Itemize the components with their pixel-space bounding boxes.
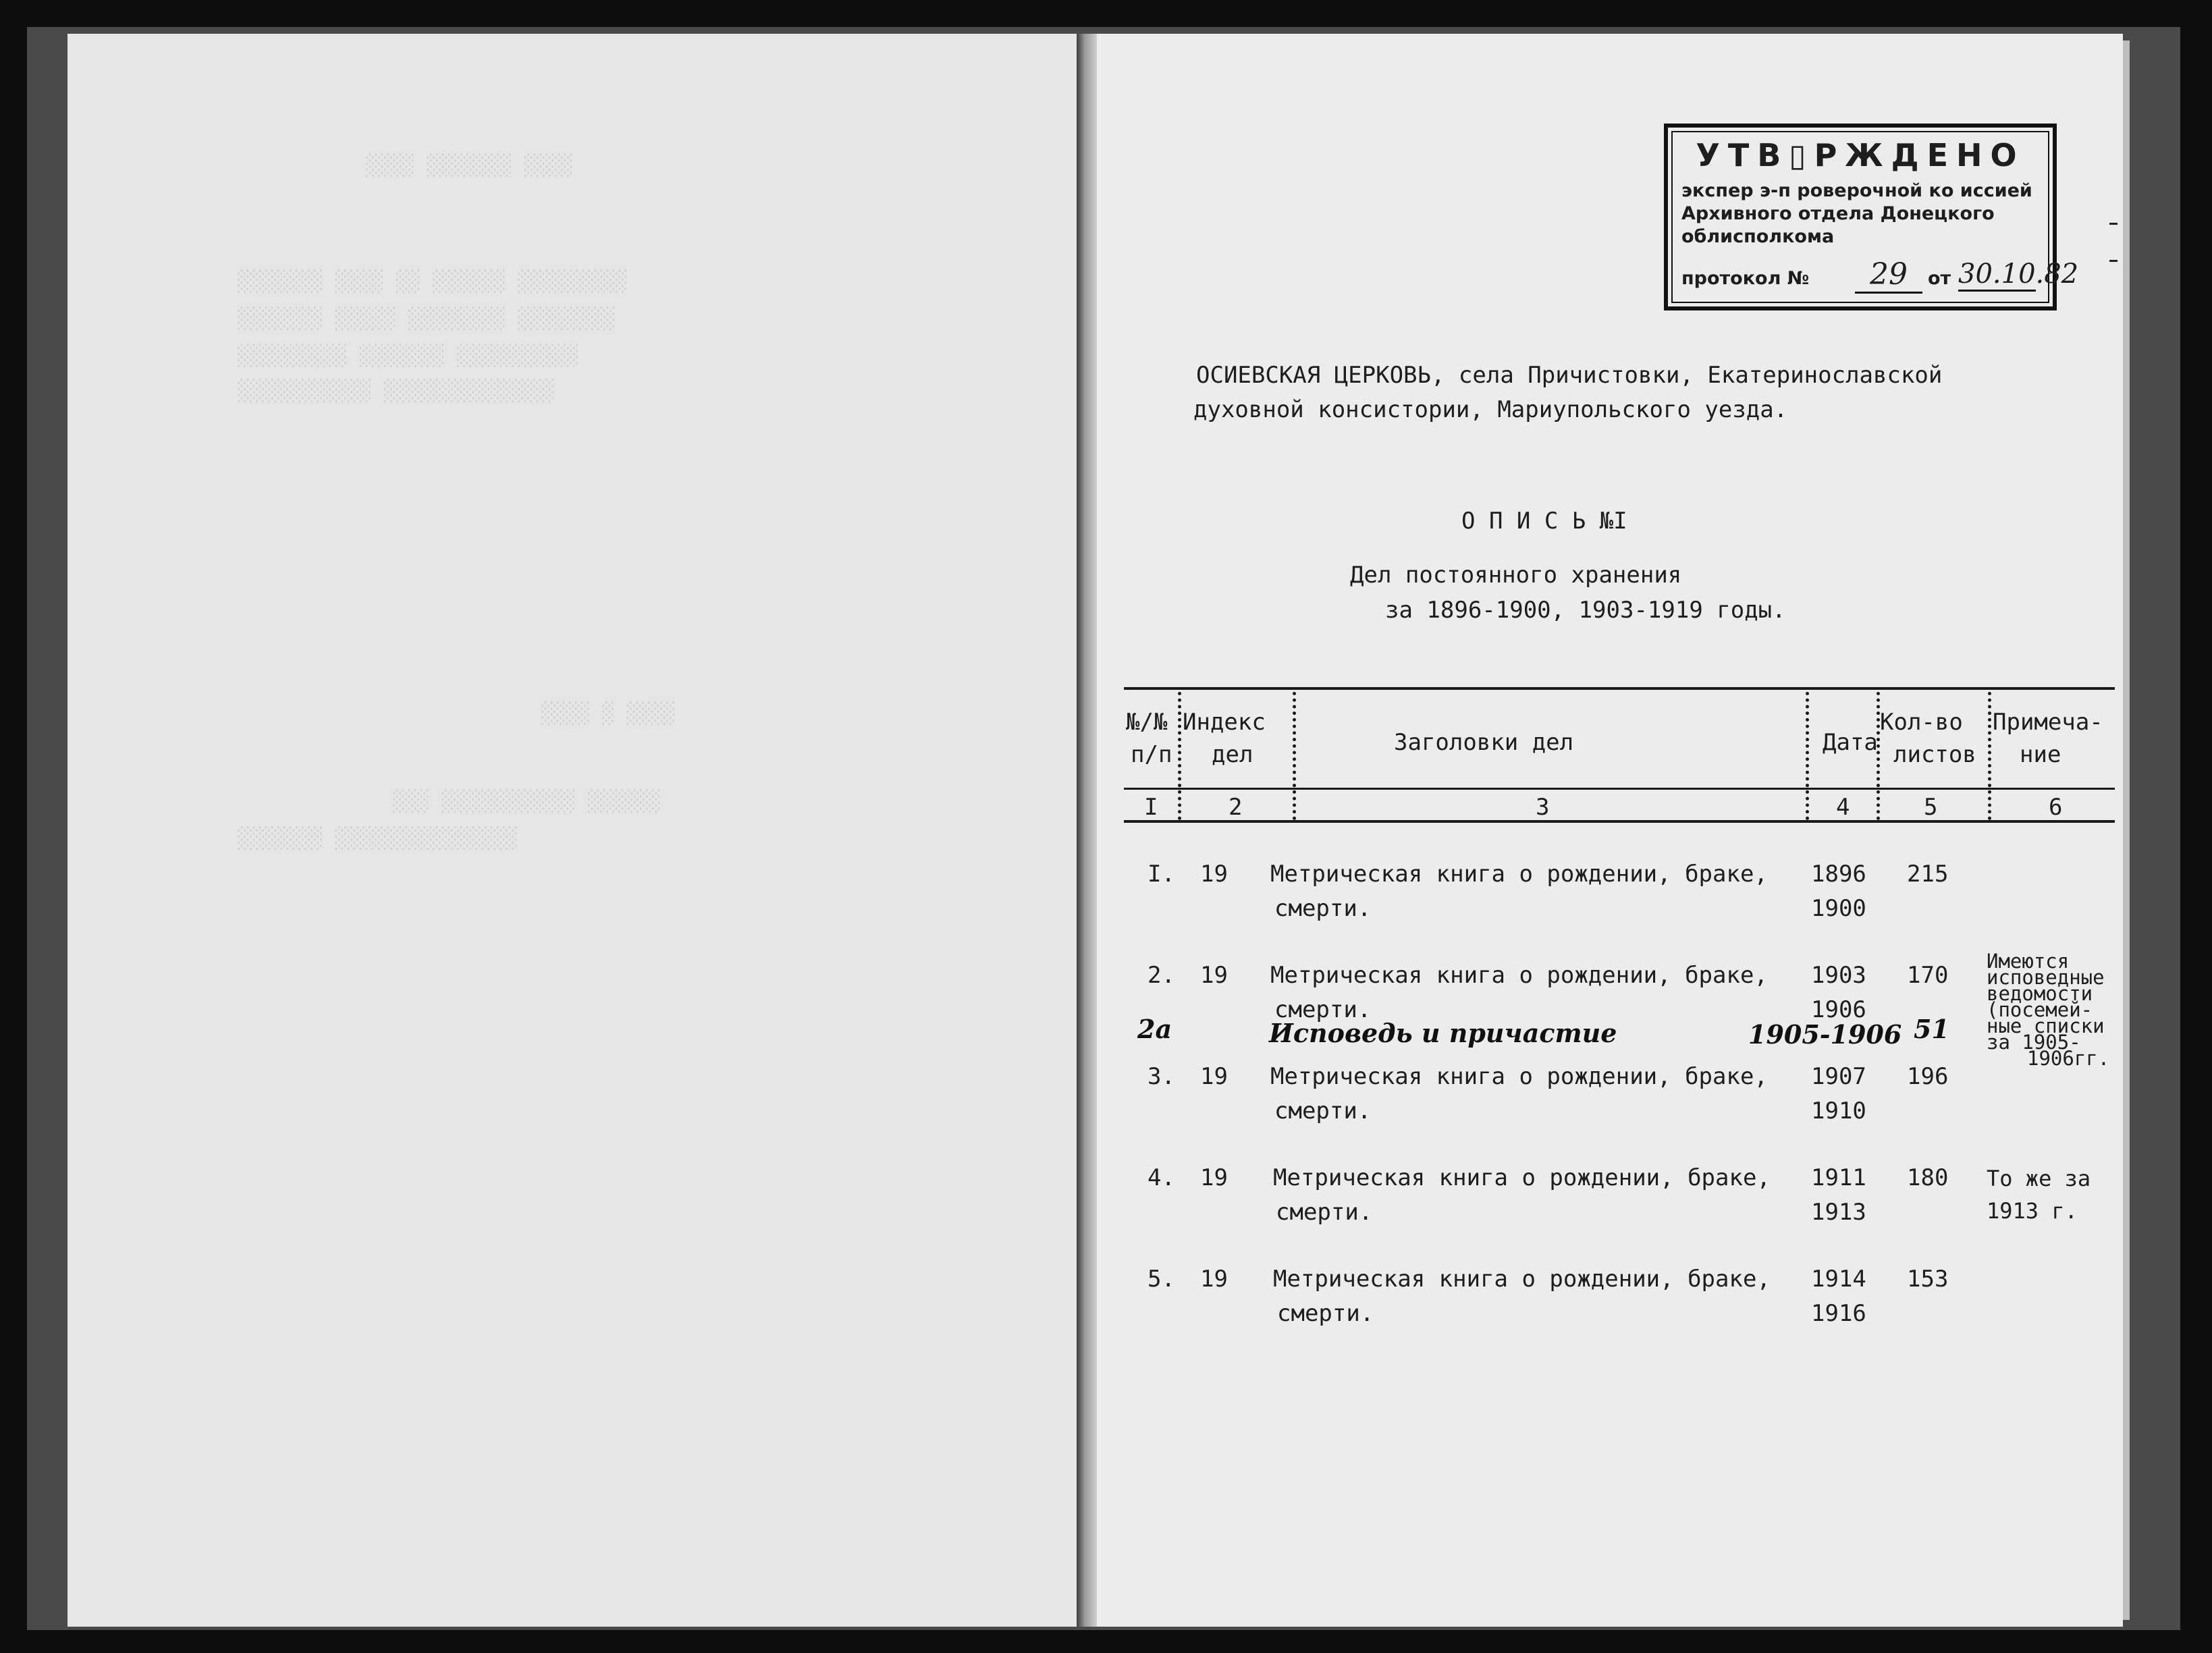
row-title-cont: смерти. bbox=[1274, 895, 1372, 922]
note-line: ные списки bbox=[1987, 1014, 2105, 1037]
row-sheets: 153 bbox=[1907, 1266, 1949, 1293]
table-colnum-rule bbox=[1124, 820, 2115, 823]
header-sheets-l2: листов bbox=[1893, 741, 1976, 768]
row-sheets: 215 bbox=[1907, 861, 1949, 888]
header-sheets-l1: Кол-во bbox=[1880, 709, 1963, 736]
row-title-cont: смерти. bbox=[1274, 1098, 1372, 1124]
column-number: 6 bbox=[2049, 794, 2063, 821]
row-sheets: 180 bbox=[1907, 1164, 1949, 1191]
handwritten-sheets: 51 bbox=[1914, 1014, 1949, 1044]
row-date-start: 1914 bbox=[1811, 1266, 1866, 1293]
stamp-title: УТВ▯РЖДЕНО bbox=[1696, 137, 2025, 173]
row-sheets: 170 bbox=[1907, 962, 1949, 989]
row-number: 5. bbox=[1148, 1266, 1175, 1293]
row2-note bbox=[1987, 950, 2110, 1070]
row-number: 3. bbox=[1148, 1063, 1175, 1090]
inventory-title: О П И С Ь №I bbox=[1461, 508, 1627, 535]
handwritten-date: 1905-1906 bbox=[1748, 1019, 1902, 1050]
note-line: 1906гг. bbox=[2027, 1047, 2110, 1070]
row-index: 19 bbox=[1200, 861, 1228, 888]
row-index: 19 bbox=[1200, 1266, 1228, 1293]
note-line: 1913 г. bbox=[1987, 1198, 2078, 1224]
note-line: Имеются bbox=[1987, 950, 2070, 973]
page-edge bbox=[2123, 40, 2130, 1620]
column-divider bbox=[1293, 692, 1296, 820]
row-title: Метрическая книга о рождении, браке, bbox=[1273, 1266, 1771, 1293]
row-title-cont: смерти. bbox=[1276, 1199, 1373, 1226]
column-number: 2 bbox=[1229, 794, 1243, 821]
row-title: Метрическая книга о рождении, браке, bbox=[1270, 962, 1768, 989]
column-number: 5 bbox=[1924, 794, 1938, 821]
inventory-years: за 1896-1900, 1903-1919 годы. bbox=[1385, 597, 1786, 624]
bleed-through-text: ░░░░░░░░ ░░░░░░░░ ░░░░░ ░░░░░░░ bbox=[236, 307, 614, 331]
row-number: I. bbox=[1148, 861, 1175, 888]
note-line: ведомости bbox=[1987, 982, 2093, 1005]
row-title-cont: смерти. bbox=[1277, 1300, 1374, 1327]
note-line: (посемей- bbox=[1987, 998, 2093, 1021]
header-index-l1: Индекс bbox=[1183, 709, 1266, 736]
column-divider bbox=[1178, 692, 1181, 820]
church-name-line: ОСИЕВСКАЯ ЦЕРКОВЬ, села Причистовки, Екатеринославской bbox=[1196, 362, 1943, 389]
stamp-protocol-label: протокол № bbox=[1681, 268, 1810, 289]
margin-tick bbox=[2109, 223, 2117, 225]
column-number: 3 bbox=[1536, 794, 1550, 821]
table-header-rule bbox=[1124, 788, 2115, 790]
bleed-through-text: ░░░░ ░ ░░░░ bbox=[540, 702, 674, 726]
handwritten-number: 2а bbox=[1137, 1014, 1172, 1044]
header-date: Дата bbox=[1823, 729, 1878, 756]
header-num-l1: №/№ bbox=[1126, 709, 1168, 736]
row-title-cont: смерти. bbox=[1274, 996, 1372, 1023]
stamp-line: Архивного отдела Донецкого bbox=[1681, 203, 1995, 224]
row-date-start: 1896 bbox=[1811, 861, 1866, 888]
row4-note bbox=[1987, 1162, 2090, 1227]
column-number: 4 bbox=[1836, 794, 1850, 821]
row-index: 19 bbox=[1200, 1063, 1228, 1090]
stamp-protocol-number: 29 bbox=[1855, 257, 1922, 294]
row-title: Метрическая книга о рождении, браке, bbox=[1270, 861, 1768, 888]
bleed-through-text: ░░░░░░░░░░░░░░ ░░░░░░░░░░░ bbox=[236, 379, 554, 403]
header-num-l2: п/п bbox=[1131, 741, 1172, 768]
handwritten-title: Исповедь и причастие bbox=[1269, 1018, 1617, 1048]
bleed-through-text: ░░░░░░░░░ ░░░░░░ ░░ ░░░░ ░░░░░░░ bbox=[236, 270, 626, 294]
row-title: Метрическая книга о рождении, браке, bbox=[1270, 1063, 1768, 1090]
row-date-end: 1913 bbox=[1811, 1199, 1866, 1226]
bleed-through-text: ░░░░░░░░░░ ░░░░░░░ ░░░░░░░░░ bbox=[236, 344, 578, 368]
approval-stamp bbox=[1664, 124, 2079, 310]
table-top-rule bbox=[1124, 687, 2115, 690]
row-date-end: 1916 bbox=[1811, 1300, 1866, 1327]
stamp-line: облисполкома bbox=[1681, 226, 1835, 247]
margin-tick bbox=[2109, 260, 2117, 262]
row-title: Метрическая книга о рождении, браке, bbox=[1273, 1164, 1771, 1191]
inventory-subtitle: Дел постоянного хранения bbox=[1350, 562, 1682, 589]
book-gutter bbox=[1077, 34, 1097, 1627]
column-divider bbox=[1806, 692, 1809, 820]
note-line: То же за bbox=[1987, 1166, 2091, 1191]
row-date-end: 1910 bbox=[1811, 1098, 1866, 1124]
note-line: за 1905- bbox=[1987, 1031, 2081, 1054]
consistory-line: духовной консистории, Мариупольского уезда. bbox=[1193, 396, 1788, 423]
column-divider bbox=[1988, 692, 1991, 820]
stamp-protocol-date: 30.10.82 bbox=[1958, 259, 2036, 292]
bleed-through-text: ░░░░ ░░░░░░░ ░░░░ bbox=[365, 154, 572, 178]
row-index: 19 bbox=[1200, 1164, 1228, 1191]
row-number: 2. bbox=[1148, 962, 1175, 989]
row-index: 19 bbox=[1200, 962, 1228, 989]
row-number: 4. bbox=[1148, 1164, 1175, 1191]
row-date-end: 1900 bbox=[1811, 895, 1866, 922]
header-index-l2: дел bbox=[1212, 741, 1253, 768]
note-line: исповедные bbox=[1987, 966, 2105, 989]
row-sheets: 196 bbox=[1907, 1063, 1949, 1090]
header-note-l1: Примеча- bbox=[1993, 709, 2103, 736]
stamp-line: экспер э-п роверочной ко иссией bbox=[1681, 180, 2032, 201]
row-date-start: 1903 bbox=[1811, 962, 1866, 989]
column-number: I bbox=[1144, 794, 1158, 821]
header-titles: Заголовки дел bbox=[1394, 729, 1574, 756]
stamp-from-label: от bbox=[1928, 268, 1951, 289]
row-date-end: 1906 bbox=[1811, 996, 1866, 1023]
row-date-start: 1907 bbox=[1811, 1063, 1866, 1090]
bleed-through-text: ░░░░░░░░░░░░░░░ ░░░░░░░ bbox=[236, 827, 517, 850]
row-date-start: 1911 bbox=[1811, 1164, 1866, 1191]
header-note-l2: ние bbox=[2020, 741, 2061, 768]
bleed-through-text: ░░░░░░ ░░░░░░░░░░░ ░░░ bbox=[392, 790, 660, 813]
